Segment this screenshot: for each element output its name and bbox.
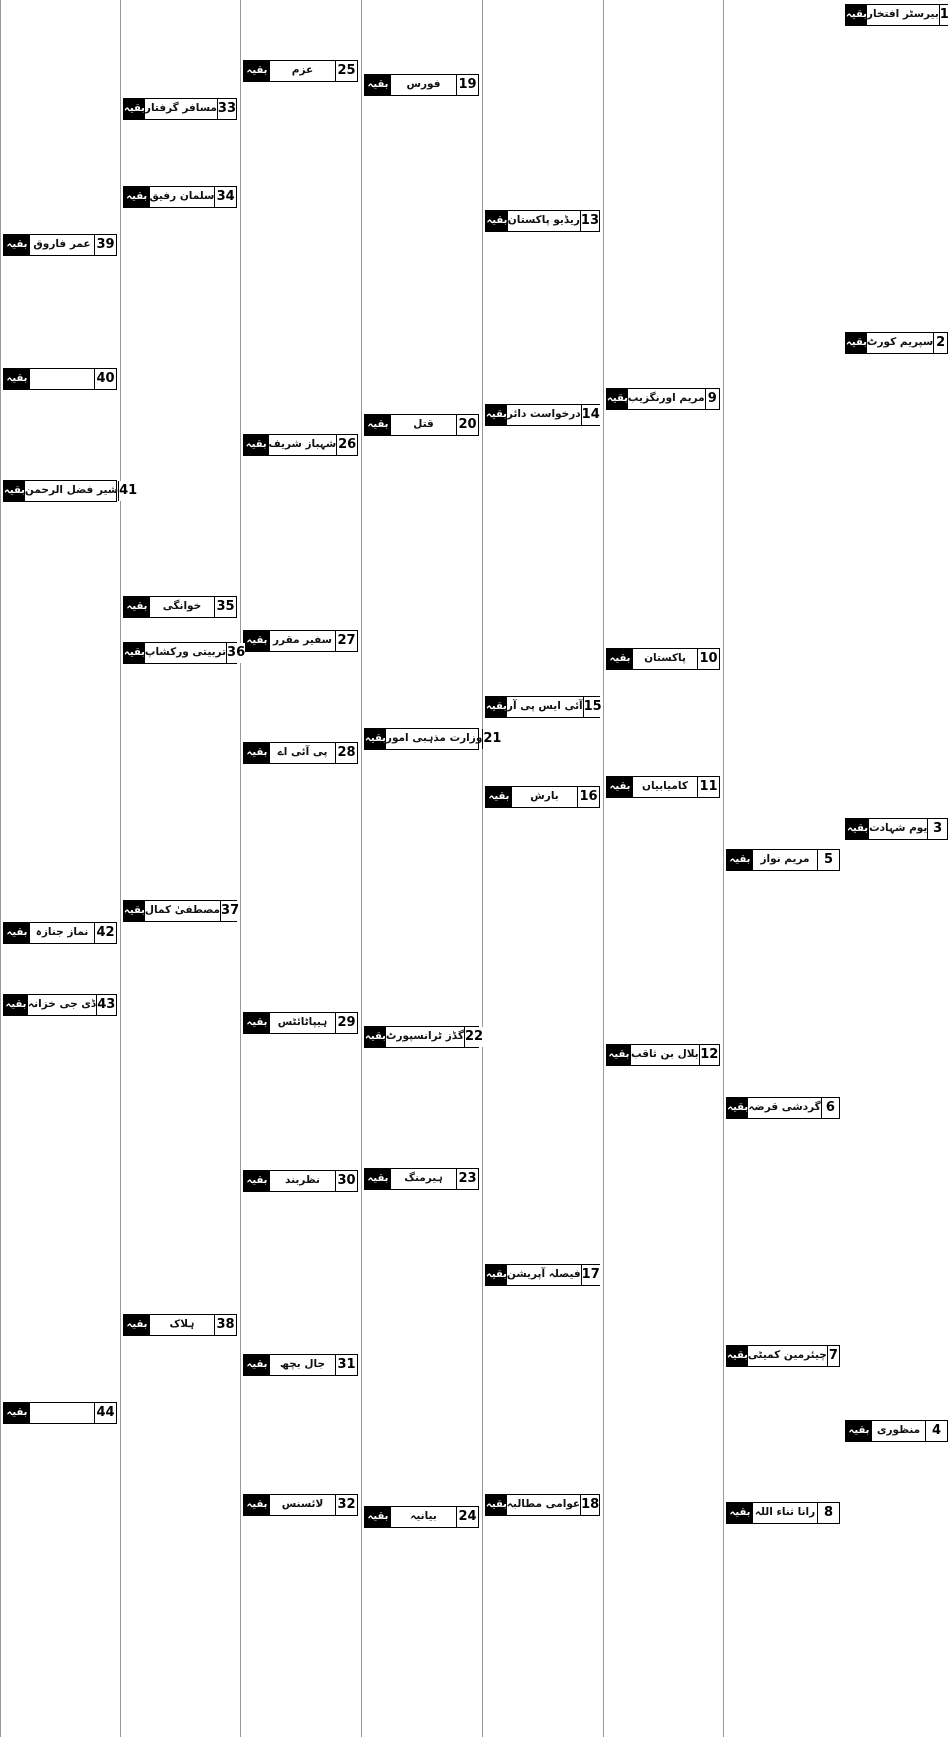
continuation-tag: بقیہ: [846, 1421, 872, 1441]
column-4: [482, 0, 602, 1737]
header-title: گردشی قرضہ: [748, 1101, 821, 1113]
continuation-header: [243, 1012, 358, 1034]
continuation-header: [243, 434, 358, 456]
continuation-header: [364, 414, 479, 436]
continuation-tag: بقیہ: [727, 1346, 748, 1366]
header-title: سپریم کورٹ: [866, 336, 934, 348]
article-text: [725, 873, 841, 1093]
continuation-header: [364, 1026, 484, 1048]
article-text: [484, 1518, 601, 1734]
continuation-header: [606, 776, 720, 798]
continuation-tag: بقیہ: [4, 235, 30, 255]
article-text: [122, 666, 238, 896]
header-title: ڈی جی خزانہ: [28, 998, 96, 1010]
header-title: ریڈیو پاکستان: [507, 214, 580, 226]
header-number: 37: [220, 901, 239, 921]
column-2: [723, 0, 842, 1737]
continuation-header: [364, 1168, 479, 1190]
continuation-tag: بقیہ: [486, 211, 508, 231]
header-title: شیر فضل الرحمن: [24, 484, 119, 496]
continuation-header: [845, 1420, 948, 1442]
article-text: [2, 1426, 118, 1734]
continuation-tag: بقیہ: [244, 1355, 270, 1375]
continuation-header: [123, 186, 237, 208]
continuation-header: [243, 1494, 358, 1516]
header-title: عمر فاروق: [33, 238, 91, 250]
article-text: [363, 1050, 480, 1164]
article-text: [605, 800, 721, 1040]
continuation-header: [485, 696, 600, 718]
header-number: 6: [821, 1098, 839, 1118]
continuation-tag: بقیہ: [4, 369, 30, 389]
header-title: قتل: [413, 418, 434, 430]
article-text: [2, 258, 118, 364]
continuation-tag: بقیہ: [846, 5, 867, 25]
continuation-tag: بقیہ: [607, 389, 628, 409]
continuation-header: [3, 234, 117, 256]
header-title: بیرسٹر افتخار: [866, 8, 939, 20]
continuation-tag: بقیہ: [486, 1265, 507, 1285]
header-number: 39: [94, 235, 116, 255]
article-text: [242, 458, 359, 626]
continuation-header: [123, 596, 237, 618]
header-title: مسافر گرفتار: [144, 102, 217, 114]
column-6: [240, 0, 360, 1737]
continuation-header: [606, 388, 720, 410]
header-number: 36: [226, 643, 245, 663]
header-number: 3: [927, 819, 947, 839]
header-number: 11: [697, 777, 719, 797]
continuation-tag: بقیہ: [124, 99, 145, 119]
continuation-header: [726, 849, 840, 871]
header-number: 15: [583, 697, 602, 717]
header-number: 2: [933, 333, 947, 353]
header-number: 40: [94, 369, 116, 389]
continuation-tag: بقیہ: [486, 405, 507, 425]
header-title: بارش: [530, 790, 559, 802]
article-text: [2, 504, 118, 918]
continuation-header: [485, 1264, 600, 1286]
header-title: مریم اورنگزیب: [627, 392, 705, 404]
header-number: 30: [335, 1171, 357, 1191]
article-text: [2, 1018, 118, 1398]
header-title: نماز جنازہ: [35, 926, 89, 938]
continuation-tag: بقیہ: [727, 1098, 748, 1118]
header-number: 26: [336, 435, 357, 455]
header-title: فورس: [406, 78, 441, 90]
header-title: درخواست دائر: [506, 408, 581, 420]
header-title: [30, 369, 94, 389]
header-number: 12: [699, 1045, 719, 1065]
article-text: [242, 654, 359, 738]
header-number: 9: [705, 389, 719, 409]
header-title: گڈز ٹرانسپورٹ: [385, 1030, 464, 1042]
continuation-header: [123, 900, 240, 922]
header-number: 1: [939, 5, 949, 25]
header-number: 16: [577, 787, 599, 807]
header-number: 25: [335, 61, 357, 81]
continuation-header: [3, 368, 117, 390]
continuation-tag: بقیہ: [4, 1403, 30, 1423]
article-text: [122, 2, 238, 94]
continuation-header: [3, 994, 117, 1016]
header-number: 14: [581, 405, 600, 425]
continuation-tag: بقیہ: [244, 631, 270, 651]
continuation-header: [243, 1170, 358, 1192]
article-text: [484, 810, 601, 1260]
continuation-header: [726, 1345, 840, 1367]
continuation-header: [123, 98, 237, 120]
header-number: 17: [581, 1265, 600, 1285]
continuation-tag: بقیہ: [607, 649, 633, 669]
continuation-header: [243, 60, 358, 82]
continuation-tag: بقیہ: [365, 415, 391, 435]
continuation-tag: بقیہ: [365, 1169, 391, 1189]
continuation-header: [123, 1314, 237, 1336]
article-text: [242, 1378, 359, 1490]
continuation-tag: بقیہ: [607, 1045, 631, 1065]
column-3: [603, 0, 722, 1737]
header-number: 41: [118, 481, 137, 501]
continuation-header: [364, 1506, 479, 1528]
header-number: 10: [697, 649, 719, 669]
article-text: [725, 1369, 841, 1498]
continuation-header: [3, 922, 117, 944]
continuation-tag: بقیہ: [124, 643, 145, 663]
header-number: 35: [214, 597, 236, 617]
article-text: [242, 1518, 359, 1734]
article-text: [122, 1338, 238, 1734]
header-number: 5: [817, 850, 839, 870]
article-text: [725, 1526, 841, 1734]
continuation-tag: بقیہ: [244, 435, 269, 455]
header-number: 4: [925, 1421, 947, 1441]
header-title: یوم شہادت: [869, 822, 928, 834]
article-text: [484, 2, 601, 206]
header-title: وزارت مذہبی امور: [385, 732, 483, 744]
column-7: [120, 0, 246, 1737]
header-number: 13: [580, 211, 599, 231]
header-title: کامیابیاں: [642, 780, 688, 792]
header-title: لائسنس: [281, 1498, 324, 1510]
article-text: [725, 1121, 841, 1341]
header-title: فیصلہ آپریشن: [506, 1268, 581, 1280]
article-text: [242, 766, 359, 1008]
continuation-tag: بقیہ: [486, 1495, 507, 1515]
header-title: سفیر مقرر: [273, 634, 332, 646]
article-text: [242, 84, 359, 430]
header-number: 28: [335, 743, 357, 763]
article-text: [242, 1194, 359, 1350]
article-text: [844, 356, 949, 814]
continuation-tag: بقیہ: [727, 850, 753, 870]
article-text: [242, 1036, 359, 1166]
continuation-header: [485, 786, 600, 808]
continuation-tag: بقیہ: [365, 729, 386, 749]
article-text: [725, 2, 841, 845]
header-number: 23: [456, 1169, 478, 1189]
continuation-tag: بقیہ: [124, 597, 150, 617]
column-5: [361, 0, 502, 1737]
header-title: خوانگی: [162, 600, 202, 612]
header-number: 21: [482, 729, 501, 749]
header-title: عوامی مطالبہ: [506, 1498, 581, 1510]
article-text: [844, 1444, 949, 1734]
header-title: بلال بن ثاقب: [631, 1048, 699, 1060]
header-title: [30, 1403, 94, 1423]
continuation-header: [485, 1494, 600, 1516]
header-number: 38: [214, 1315, 236, 1335]
header-number: 7: [827, 1346, 839, 1366]
article-text: [2, 946, 118, 990]
continuation-header: [845, 818, 948, 840]
continuation-tag: بقیہ: [846, 333, 867, 353]
continuation-tag: بقیہ: [365, 75, 391, 95]
article-text: [363, 1530, 480, 1734]
header-number: 33: [217, 99, 236, 119]
header-title: ہلاک: [169, 1318, 195, 1330]
header-number: 27: [335, 631, 357, 651]
article-text: [844, 28, 949, 328]
continuation-tag: بقیہ: [4, 923, 30, 943]
header-title: منظوری: [876, 1424, 921, 1436]
continuation-header: [123, 642, 246, 664]
article-text: [484, 428, 601, 692]
header-title: مریم نواز: [760, 853, 810, 865]
continuation-header: [606, 1044, 720, 1066]
article-text: [605, 1068, 721, 1734]
continuation-header: [3, 1402, 117, 1424]
header-title: مصطفیٰ کمال: [144, 904, 221, 916]
header-title: بیانیہ: [410, 1510, 437, 1522]
continuation-tag: بقیہ: [244, 743, 270, 763]
continuation-tag: بقیہ: [244, 1013, 270, 1033]
continuation-header: [3, 480, 138, 502]
continuation-header: [485, 210, 600, 232]
continuation-tag: بقیہ: [727, 1503, 753, 1523]
continuation-header: [845, 4, 948, 26]
continuation-tag: بقیہ: [124, 901, 145, 921]
header-number: 43: [96, 995, 116, 1015]
header-title: شہباز شریف: [268, 438, 337, 450]
header-title: جال بچھ: [279, 1358, 326, 1370]
header-number: 18: [580, 1495, 599, 1515]
article-text: [122, 924, 238, 1310]
header-title: سلمان رفیق: [149, 190, 215, 202]
article-text: [2, 392, 118, 476]
continuation-tag: بقیہ: [486, 697, 507, 717]
continuation-header: [243, 742, 358, 764]
header-title: آئی ایس پی آر: [506, 700, 583, 712]
continuation-tag: بقیہ: [607, 777, 633, 797]
header-title: ہیپاٹائٹس: [277, 1016, 328, 1028]
continuation-tag: بقیہ: [4, 995, 28, 1015]
article-text: [122, 122, 238, 182]
article-text: [363, 1192, 480, 1502]
header-title: ہیرمنگ: [404, 1172, 443, 1184]
article-text: [363, 438, 480, 724]
header-number: 8: [817, 1503, 839, 1523]
header-number: 34: [214, 187, 236, 207]
continuation-header: [726, 1502, 840, 1524]
header-title: چیئرمین کمیٹی: [747, 1349, 827, 1361]
header-number: 44: [94, 1403, 116, 1423]
header-number: 31: [335, 1355, 357, 1375]
continuation-tag: بقیہ: [365, 1027, 386, 1047]
article-text: [605, 672, 721, 772]
header-title: رانا ثناء اللہ: [754, 1506, 816, 1518]
article-text: [844, 842, 949, 1416]
continuation-tag: بقیہ: [244, 61, 270, 81]
article-text: [122, 620, 238, 640]
continuation-tag: بقیہ: [244, 1495, 270, 1515]
header-title: پاکستان: [644, 652, 686, 664]
continuation-header: [364, 74, 479, 96]
continuation-tag: بقیہ: [124, 187, 150, 207]
header-title: تربیتی ورکشاپ: [144, 646, 227, 658]
column-8: [0, 0, 138, 1737]
continuation-header: [243, 1354, 358, 1376]
article-text: [484, 1288, 601, 1490]
article-text: [363, 2, 480, 70]
continuation-header: [845, 332, 948, 354]
continuation-tag: بقیہ: [846, 819, 869, 839]
article-text: [605, 2, 721, 384]
article-text: [2, 2, 118, 230]
article-text: [122, 210, 238, 592]
continuation-header: [606, 648, 720, 670]
continuation-header: [726, 1097, 840, 1119]
continuation-tag: بقیہ: [124, 1315, 150, 1335]
continuation-tag: بقیہ: [244, 1171, 270, 1191]
header-number: 32: [335, 1495, 357, 1515]
header-number: 22: [464, 1027, 483, 1047]
continuation-tag: بقیہ: [4, 481, 25, 501]
continuation-tag: بقیہ: [486, 787, 512, 807]
header-title: پی آئی اے: [277, 746, 328, 758]
header-title: نظربند: [285, 1174, 320, 1186]
header-title: عزم: [291, 64, 314, 76]
header-number: 24: [456, 1507, 478, 1527]
column-1: [843, 0, 950, 1737]
header-number: 42: [94, 923, 116, 943]
continuation-tag: بقیہ: [365, 1507, 391, 1527]
article-text: [605, 412, 721, 644]
article-text: [363, 752, 480, 1022]
article-text: [363, 98, 480, 410]
continuation-header: [243, 630, 358, 652]
header-number: 19: [456, 75, 478, 95]
article-text: [484, 234, 601, 400]
article-text: [242, 2, 359, 62]
continuation-header: [364, 728, 502, 750]
continuation-header: [485, 404, 600, 426]
header-number: 29: [335, 1013, 357, 1033]
header-number: 20: [456, 415, 478, 435]
article-text: [484, 720, 601, 782]
